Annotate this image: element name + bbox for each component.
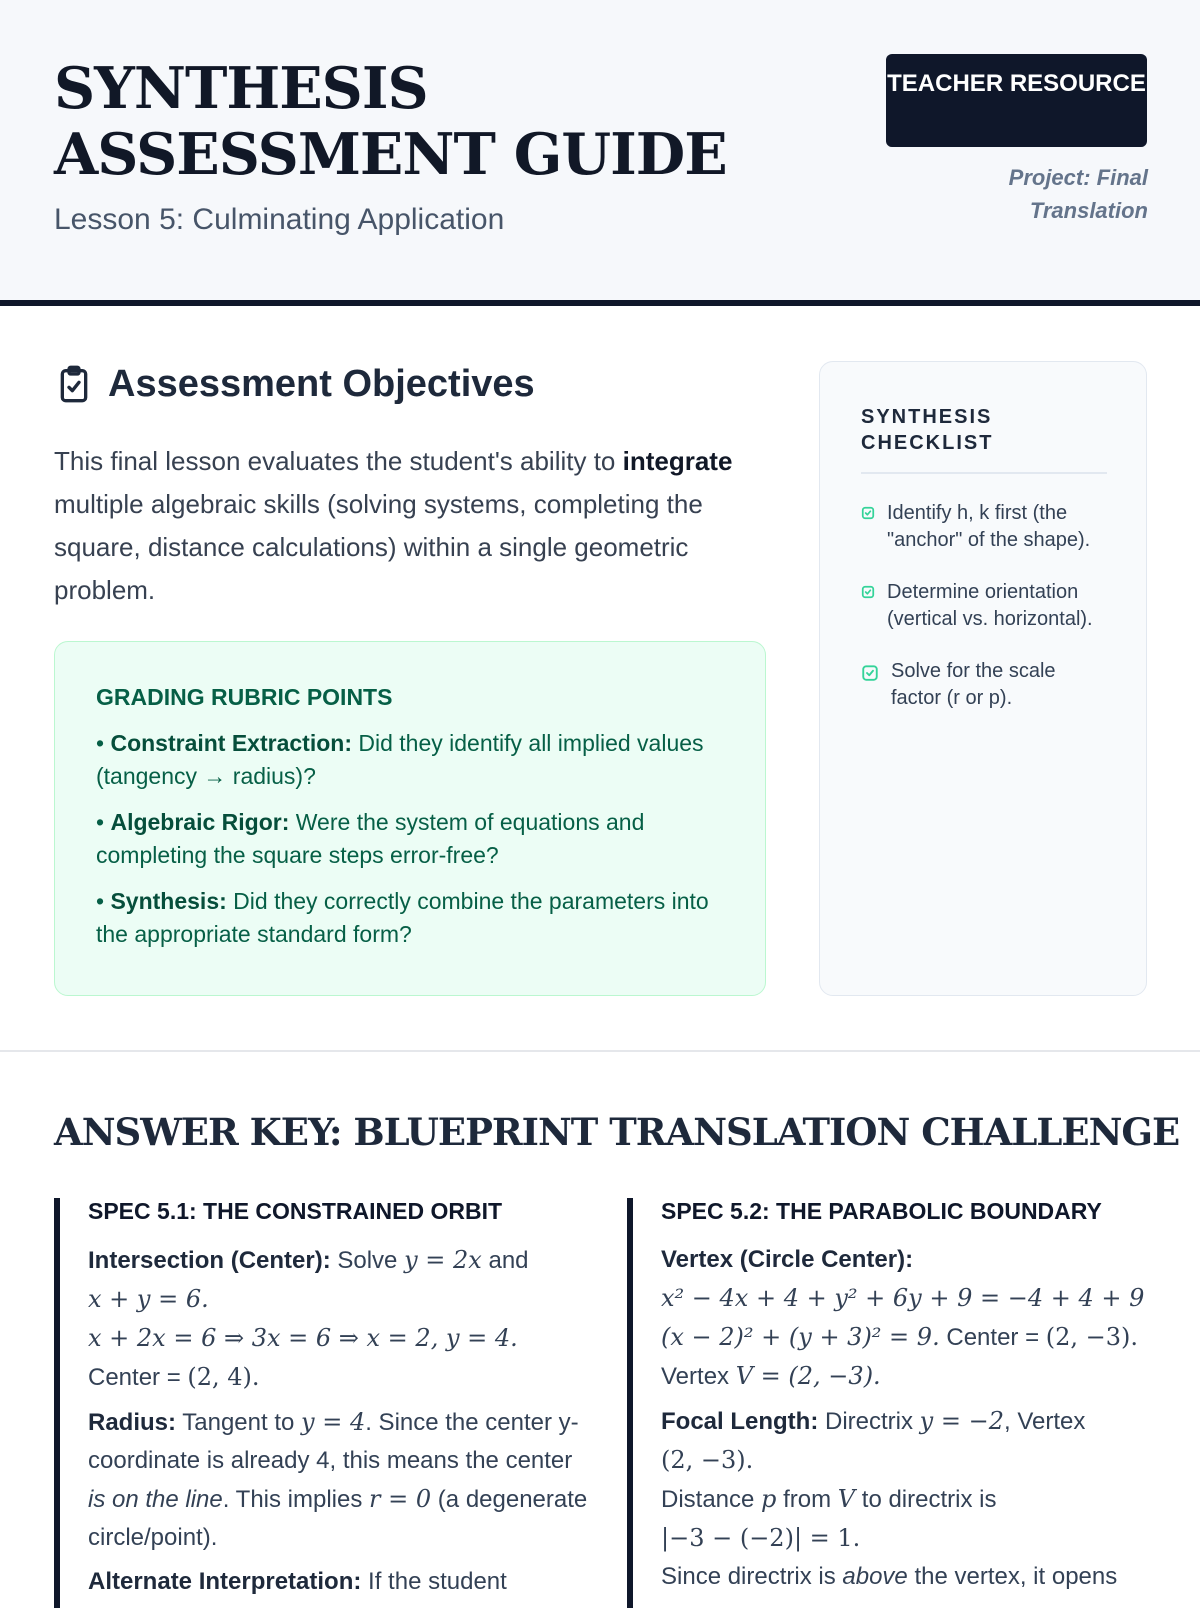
equation: (2, −3). (661, 1446, 754, 1474)
rubric-item-text: Did they identify all implied values (tangency → radius)? (96, 730, 704, 789)
text: Since directrix is (661, 1563, 843, 1590)
text: Distance (661, 1486, 762, 1513)
spec-title: SPEC 5.2: THE PARABOLIC BOUNDARY (661, 1198, 1102, 1224)
equation: y = 2x (404, 1246, 482, 1274)
equation: x² − 4x + 4 + y² + 6y + 9 = −4 + 4 + 9 (661, 1284, 1145, 1312)
answer-key-title: ANSWER KEY: BLUEPRINT TRANSLATION CHALLENGE (54, 1110, 1180, 1154)
focal-label: Focal Length: (661, 1408, 819, 1435)
rubric-item-text: Were the system of equations and completing the square steps error-free? (96, 809, 645, 868)
text-emphasis: above (842, 1563, 908, 1590)
text: , Vertex (1003, 1408, 1086, 1435)
equation: x + y = 6. (88, 1285, 209, 1313)
page-subtitle: Lesson 5: Culminating Application (54, 203, 505, 236)
synthesis-checklist-card (819, 361, 1147, 996)
spec-title: SPEC 5.1: THE CONSTRAINED ORBIT (88, 1198, 503, 1224)
text: to directrix is (855, 1486, 997, 1513)
rubric-item-label: Algebraic Rigor: (110, 809, 290, 835)
text: Vertex (661, 1363, 736, 1390)
text: Directrix (818, 1408, 920, 1435)
rubric-item-label: Constraint Extraction: (110, 730, 352, 756)
intersection-block (88, 1241, 594, 1397)
focal-block (661, 1402, 1187, 1596)
project-label: Project: Final Translation (1008, 165, 1148, 223)
check-square-icon (861, 506, 875, 520)
equation: (2, 4). (187, 1363, 260, 1391)
objectives-heading-text: Assessment Objectives (108, 362, 535, 405)
radius-label: Radius: (88, 1409, 177, 1436)
spec-5-1-card (54, 1198, 594, 1608)
spec-5-2-card (627, 1198, 1187, 1608)
teacher-resource-badge: TEACHER RESOURCE (886, 54, 1147, 147)
clipboard-check-icon (54, 362, 94, 406)
checklist-item (861, 658, 1106, 712)
text: Solve (330, 1247, 405, 1274)
rubric-title: GRADING RUBRIC POINTS (96, 684, 393, 710)
text: Center = (939, 1324, 1046, 1351)
grading-rubric-card (54, 641, 766, 996)
checklist-item (861, 500, 1106, 554)
text: Tangent to (176, 1409, 302, 1436)
rubric-item: • Synthesis: Did they correctly combine the parameters into the appropriate standard form? (96, 888, 709, 947)
equation: y = −2 (919, 1407, 1004, 1435)
equation: r = 0 (369, 1485, 432, 1513)
text: Center = (88, 1364, 188, 1391)
rubric-item: • Algebraic Rigor: Were the system of equations and completing the square steps error-free? (96, 809, 645, 868)
page-header (0, 0, 1200, 306)
alternate-label: Alternate Interpretation: (88, 1568, 362, 1595)
rubric-item-label: Synthesis: (110, 888, 227, 914)
text: the vertex, it opens (907, 1563, 1118, 1590)
equation: p (761, 1485, 777, 1513)
intro-text: multiple algebraic skills (solving systems, completing the square, distance calculations) within a single geometric problem. (54, 489, 703, 605)
equation: V (837, 1485, 856, 1513)
equation: V = (2, −3). (735, 1362, 881, 1390)
equation: (x − 2)² + (y + 3)² = 9. (661, 1323, 940, 1351)
checklist-item (861, 579, 1106, 633)
check-square-icon (861, 585, 875, 599)
radius-block (88, 1403, 594, 1557)
rubric-item-text: Did they correctly combine the parameters into the appropriate standard form? (96, 888, 709, 947)
intro-text: This final lesson evaluates the student's ability to (54, 446, 623, 476)
equation: x + 2x = 6 ⇒ 3x = 6 ⇒ x = 2, y = 4. (88, 1324, 518, 1352)
intersection-label: Intersection (Center): (88, 1247, 331, 1274)
intro-bold: integrate (622, 446, 733, 476)
vertex-block (661, 1241, 1187, 1396)
checklist-item-text: Solve for the scale factor (r or p). (891, 660, 1056, 709)
text: . This implies (222, 1486, 370, 1513)
equation: y = 4 (301, 1408, 366, 1436)
text: . Since the center y-coordinate is already 4, this means the center (88, 1409, 579, 1474)
checklist-item-text: Identify h, k first (the "anchor" of the shape). (887, 502, 1091, 551)
text: If the student (361, 1568, 507, 1595)
vertex-label: Vertex (Circle Center): (661, 1246, 914, 1273)
equation: (2, −3). (1045, 1323, 1139, 1351)
text: and (481, 1247, 529, 1274)
equation: |−3 − (−2)| = 1. (661, 1524, 861, 1552)
objectives-heading (54, 362, 535, 406)
text-emphasis: is on the line (88, 1486, 223, 1513)
section-divider (0, 1050, 1200, 1052)
text: (a degenerate circle/point). (88, 1486, 588, 1551)
alternate-block (88, 1563, 594, 1601)
checklist-title: SYNTHESIS CHECKLIST (861, 404, 1107, 474)
check-square-icon (861, 664, 879, 682)
page-title: SYNTHESIS ASSESSMENT GUIDE (54, 55, 727, 188)
text: from (776, 1486, 838, 1513)
checklist-item-text: Determine orientation (vertical vs. horizontal). (887, 581, 1093, 630)
objectives-intro (54, 440, 754, 612)
rubric-item: • Constraint Extraction: Did they identify all implied values (tangency → radius)? (96, 730, 704, 789)
